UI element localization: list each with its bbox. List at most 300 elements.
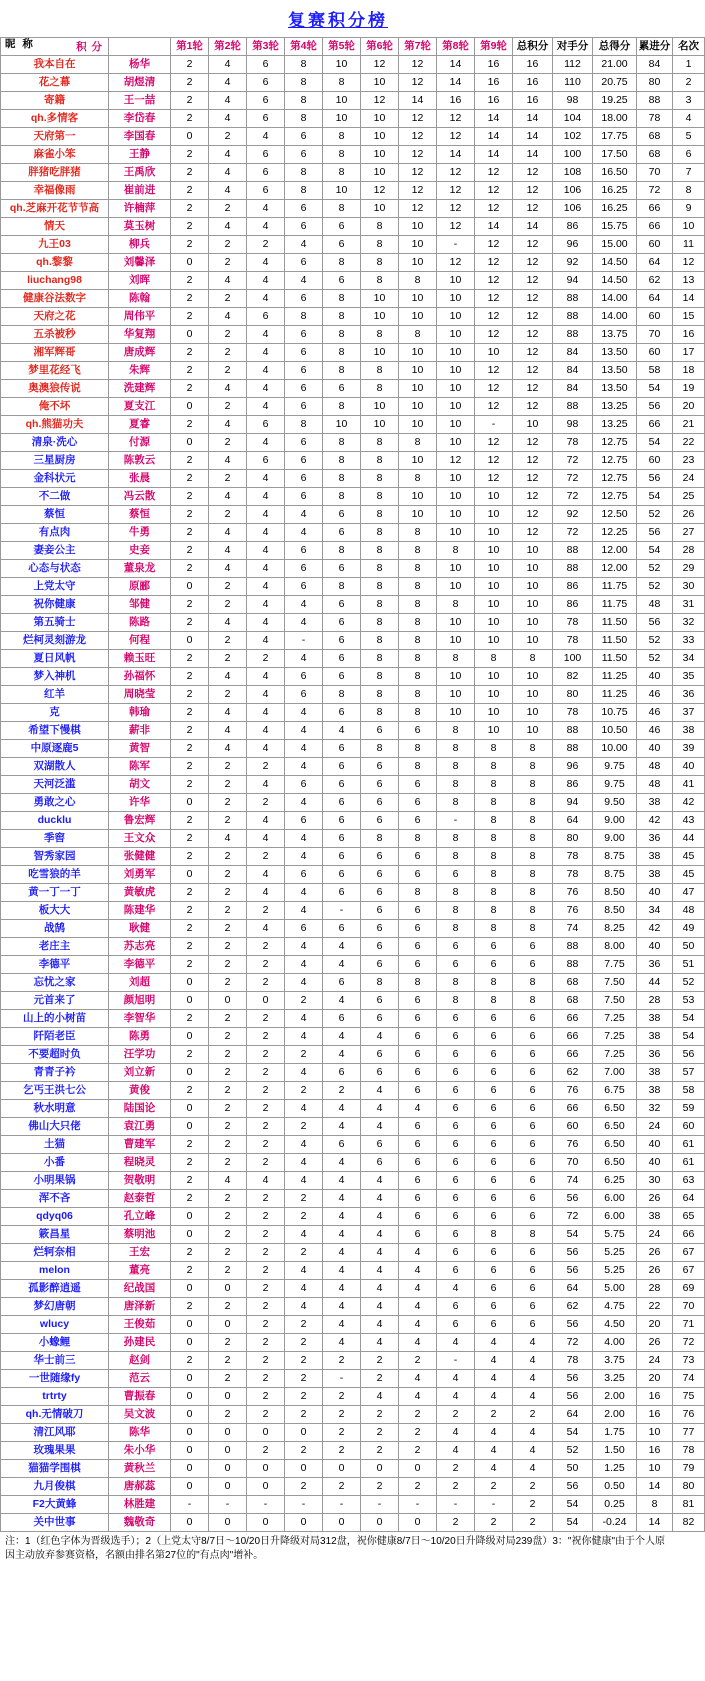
cell-round-6: 10 <box>361 110 399 128</box>
cell-nickname: 忘忧之家 <box>1 974 109 992</box>
cell-round-5: 8 <box>323 542 361 560</box>
cell-round-6: 8 <box>361 326 399 344</box>
cell-opponent-points: 72 <box>553 488 593 506</box>
cell-round-1: 2 <box>171 200 209 218</box>
cell-round-8: 8 <box>437 542 475 560</box>
cell-round-5: 2 <box>323 1406 361 1424</box>
cell-total-score: 7.75 <box>593 956 637 974</box>
cell-round-4: 6 <box>285 866 323 884</box>
cell-round-5: 6 <box>323 1010 361 1028</box>
cell-progressive: 64 <box>637 254 673 272</box>
cell-total-points: 16 <box>513 92 553 110</box>
cell-opponent-points: 100 <box>553 146 593 164</box>
table-row <box>1 236 705 254</box>
cell-name: 颜旭明 <box>109 992 171 1010</box>
cell-round-5: 0 <box>323 1514 361 1532</box>
cell-round-1: 2 <box>171 362 209 380</box>
cell-round-1: 0 <box>171 128 209 146</box>
cell-round-1: 2 <box>171 740 209 758</box>
cell-round-6: 6 <box>361 938 399 956</box>
cell-rank: 71 <box>673 1316 705 1334</box>
table-row <box>1 614 705 632</box>
cell-round-7: 0 <box>399 1460 437 1478</box>
cell-total-score: 20.75 <box>593 74 637 92</box>
cell-round-8: 4 <box>437 1370 475 1388</box>
cell-rank: 47 <box>673 884 705 902</box>
cell-nickname: 俺不坏 <box>1 398 109 416</box>
cell-round-6: 8 <box>361 254 399 272</box>
cell-round-3: 2 <box>247 1442 285 1460</box>
cell-total-points: 6 <box>513 1244 553 1262</box>
cell-round-8: 6 <box>437 1172 475 1190</box>
cell-round-7: 10 <box>399 452 437 470</box>
cell-round-1: 2 <box>171 92 209 110</box>
cell-round-8: - <box>437 1496 475 1514</box>
cell-round-6: 8 <box>361 272 399 290</box>
cell-round-6: 8 <box>361 830 399 848</box>
cell-round-7: 8 <box>399 560 437 578</box>
cell-round-8: 8 <box>437 884 475 902</box>
table-row <box>1 1172 705 1190</box>
table-row <box>1 1442 705 1460</box>
cell-rank: 63 <box>673 1172 705 1190</box>
header-round-3: 第3轮 <box>247 38 285 56</box>
cell-round-9: 8 <box>475 758 513 776</box>
cell-nickname: 天府之花 <box>1 308 109 326</box>
cell-round-5: 6 <box>323 218 361 236</box>
cell-round-3: 6 <box>247 164 285 182</box>
cell-nickname: 李德平 <box>1 956 109 974</box>
cell-round-1: 0 <box>171 1334 209 1352</box>
cell-round-8: 8 <box>437 992 475 1010</box>
cell-round-8: 12 <box>437 128 475 146</box>
cell-round-8: 10 <box>437 632 475 650</box>
cell-round-4: 8 <box>285 308 323 326</box>
cell-round-1: 2 <box>171 344 209 362</box>
cell-round-8: 6 <box>437 1244 475 1262</box>
cell-round-3: 2 <box>247 1208 285 1226</box>
cell-opponent-points: 100 <box>553 650 593 668</box>
corner-header <box>1 38 109 56</box>
cell-round-5: 4 <box>323 1334 361 1352</box>
cell-nickname: ducklu <box>1 812 109 830</box>
cell-round-3: 2 <box>247 974 285 992</box>
cell-round-5: 2 <box>323 1082 361 1100</box>
cell-round-5: 8 <box>323 200 361 218</box>
cell-opponent-points: 88 <box>553 398 593 416</box>
cell-round-2: 4 <box>209 614 247 632</box>
cell-round-2: 2 <box>209 776 247 794</box>
cell-round-9: 10 <box>475 596 513 614</box>
cell-round-8: 10 <box>437 470 475 488</box>
cell-round-1: 0 <box>171 1406 209 1424</box>
cell-opponent-points: 80 <box>553 686 593 704</box>
cell-rank: 21 <box>673 416 705 434</box>
cell-round-5: 6 <box>323 848 361 866</box>
cell-total-score: 8.25 <box>593 920 637 938</box>
cell-round-3: 4 <box>247 560 285 578</box>
cell-round-5: 8 <box>323 290 361 308</box>
cell-total-points: 4 <box>513 1334 553 1352</box>
cell-progressive: 26 <box>637 1244 673 1262</box>
cell-round-2: 0 <box>209 1460 247 1478</box>
cell-round-1: 2 <box>171 218 209 236</box>
cell-round-3: 4 <box>247 380 285 398</box>
cell-name: 许楠萍 <box>109 200 171 218</box>
cell-round-3: 2 <box>247 1280 285 1298</box>
cell-opponent-points: 96 <box>553 758 593 776</box>
cell-round-4: 4 <box>285 650 323 668</box>
cell-nickname: 一世随缘fy <box>1 1370 109 1388</box>
cell-name: 胡文 <box>109 776 171 794</box>
cell-round-5: 6 <box>323 776 361 794</box>
cell-round-6: 10 <box>361 398 399 416</box>
cell-round-4: 4 <box>285 506 323 524</box>
cell-round-2: 2 <box>209 344 247 362</box>
table-row <box>1 1316 705 1334</box>
table-row <box>1 524 705 542</box>
cell-round-5: 6 <box>323 650 361 668</box>
cell-round-6: 8 <box>361 488 399 506</box>
cell-round-4: 6 <box>285 920 323 938</box>
cell-round-5: 8 <box>323 398 361 416</box>
cell-rank: 14 <box>673 290 705 308</box>
cell-progressive: 26 <box>637 1262 673 1280</box>
cell-round-2: 2 <box>209 200 247 218</box>
cell-round-6: 8 <box>361 380 399 398</box>
cell-total-points: 12 <box>513 308 553 326</box>
cell-round-7: 6 <box>399 1064 437 1082</box>
cell-progressive: 38 <box>637 1064 673 1082</box>
cell-total-score: 6.50 <box>593 1136 637 1154</box>
cell-nickname: 小蟓鲤 <box>1 1334 109 1352</box>
cell-progressive: 66 <box>637 218 673 236</box>
cell-round-4: 6 <box>285 776 323 794</box>
cell-round-8: 10 <box>437 524 475 542</box>
cell-rank: 76 <box>673 1406 705 1424</box>
table-row <box>1 1082 705 1100</box>
cell-total-score: 9.00 <box>593 812 637 830</box>
cell-opponent-points: 88 <box>553 542 593 560</box>
cell-round-8: 6 <box>437 1028 475 1046</box>
cell-total-score: 14.50 <box>593 254 637 272</box>
cell-round-2: 4 <box>209 56 247 74</box>
cell-total-score: 9.50 <box>593 794 637 812</box>
cell-opponent-points: 92 <box>553 254 593 272</box>
cell-total-score: 4.50 <box>593 1316 637 1334</box>
cell-progressive: 38 <box>637 866 673 884</box>
cell-progressive: 28 <box>637 1280 673 1298</box>
cell-round-4: 4 <box>285 1064 323 1082</box>
cell-round-1: 2 <box>171 812 209 830</box>
cell-round-9: 4 <box>475 1442 513 1460</box>
table-row <box>1 92 705 110</box>
cell-total-points: 4 <box>513 1460 553 1478</box>
cell-total-score: 3.25 <box>593 1370 637 1388</box>
cell-total-points: 8 <box>513 740 553 758</box>
cell-opponent-points: 56 <box>553 1244 593 1262</box>
cell-round-9: 12 <box>475 398 513 416</box>
cell-total-points: 14 <box>513 110 553 128</box>
cell-total-points: 14 <box>513 128 553 146</box>
cell-round-3: 4 <box>247 344 285 362</box>
cell-round-7: 8 <box>399 650 437 668</box>
cell-round-9: - <box>475 416 513 434</box>
cell-nickname: 胖猪吃胖猪 <box>1 164 109 182</box>
cell-round-8: 4 <box>437 1442 475 1460</box>
cell-round-9: 12 <box>475 308 513 326</box>
cell-round-3: 4 <box>247 326 285 344</box>
cell-total-score: 8.75 <box>593 866 637 884</box>
cell-round-7: 4 <box>399 1298 437 1316</box>
cell-round-5: 8 <box>323 362 361 380</box>
cell-round-5: 4 <box>323 722 361 740</box>
header-name <box>109 38 171 56</box>
cell-round-7: 6 <box>399 1136 437 1154</box>
cell-round-1: 2 <box>171 1190 209 1208</box>
cell-opponent-points: 92 <box>553 506 593 524</box>
cell-total-score: 9.00 <box>593 830 637 848</box>
cell-total-points: 2 <box>513 1478 553 1496</box>
cell-round-2: 2 <box>209 1406 247 1424</box>
cell-round-4: 4 <box>285 848 323 866</box>
cell-progressive: 46 <box>637 686 673 704</box>
cell-round-3: 6 <box>247 308 285 326</box>
cell-rank: 52 <box>673 974 705 992</box>
cell-total-score: 12.50 <box>593 506 637 524</box>
cell-round-6: 4 <box>361 1118 399 1136</box>
cell-total-points: 6 <box>513 1136 553 1154</box>
cell-name: 崔前进 <box>109 182 171 200</box>
cell-round-8: 10 <box>437 434 475 452</box>
header-round-4: 第4轮 <box>285 38 323 56</box>
table-row <box>1 848 705 866</box>
cell-nickname: 金科状元 <box>1 470 109 488</box>
header-round-9: 第9轮 <box>475 38 513 56</box>
cell-progressive: 20 <box>637 1370 673 1388</box>
cell-name: 陈勇 <box>109 1028 171 1046</box>
cell-round-2: 2 <box>209 506 247 524</box>
cell-progressive: 42 <box>637 920 673 938</box>
header-opponent-points: 对手分 <box>553 38 593 56</box>
cell-progressive: 62 <box>637 272 673 290</box>
cell-round-5: 4 <box>323 1298 361 1316</box>
cell-round-6: 4 <box>361 1316 399 1334</box>
cell-round-9: 12 <box>475 200 513 218</box>
cell-rank: 45 <box>673 866 705 884</box>
cell-round-4: 2 <box>285 1478 323 1496</box>
cell-round-5: 8 <box>323 128 361 146</box>
cell-nickname: 土猫 <box>1 1136 109 1154</box>
cell-opponent-points: 76 <box>553 1136 593 1154</box>
cell-name: 夏睿 <box>109 416 171 434</box>
cell-round-3: 4 <box>247 128 285 146</box>
cell-round-6: 2 <box>361 1406 399 1424</box>
cell-round-9: - <box>475 1496 513 1514</box>
cell-round-3: 2 <box>247 1316 285 1334</box>
cell-round-1: 2 <box>171 920 209 938</box>
cell-progressive: 66 <box>637 416 673 434</box>
cell-total-score: 4.00 <box>593 1334 637 1352</box>
cell-progressive: 36 <box>637 830 673 848</box>
cell-round-3: 2 <box>247 902 285 920</box>
cell-total-points: 10 <box>513 722 553 740</box>
cell-round-2: 2 <box>209 470 247 488</box>
cell-round-5: 6 <box>323 272 361 290</box>
cell-round-3: 4 <box>247 884 285 902</box>
cell-round-4: 4 <box>285 956 323 974</box>
cell-opponent-points: 88 <box>553 956 593 974</box>
cell-round-4: 6 <box>285 668 323 686</box>
cell-name: 莫玉树 <box>109 218 171 236</box>
cell-round-2: 4 <box>209 182 247 200</box>
cell-total-score: 15.75 <box>593 218 637 236</box>
cell-round-6: 12 <box>361 56 399 74</box>
cell-name: 刘馨泽 <box>109 254 171 272</box>
cell-progressive: 52 <box>637 506 673 524</box>
cell-total-score: -0.24 <box>593 1514 637 1532</box>
cell-total-points: 10 <box>513 668 553 686</box>
cell-round-8: 8 <box>437 794 475 812</box>
cell-total-points: 6 <box>513 1082 553 1100</box>
cell-opponent-points: 88 <box>553 740 593 758</box>
cell-total-points: 8 <box>513 758 553 776</box>
cell-progressive: 38 <box>637 1028 673 1046</box>
cell-round-7: 2 <box>399 1406 437 1424</box>
cell-round-8: 8 <box>437 776 475 794</box>
cell-rank: 6 <box>673 146 705 164</box>
cell-opponent-points: 66 <box>553 1010 593 1028</box>
cell-round-3: 6 <box>247 182 285 200</box>
cell-round-5: 8 <box>323 686 361 704</box>
cell-rank: 8 <box>673 182 705 200</box>
cell-total-score: 10.50 <box>593 722 637 740</box>
cell-progressive: 80 <box>637 74 673 92</box>
cell-round-5: 4 <box>323 1208 361 1226</box>
cell-opponent-points: 74 <box>553 1172 593 1190</box>
cell-round-2: 0 <box>209 1478 247 1496</box>
cell-round-8: - <box>437 236 475 254</box>
cell-round-1: 2 <box>171 164 209 182</box>
table-row <box>1 920 705 938</box>
cell-opponent-points: 64 <box>553 812 593 830</box>
cell-round-9: 12 <box>475 272 513 290</box>
cell-opponent-points: 64 <box>553 1406 593 1424</box>
cell-round-9: 12 <box>475 236 513 254</box>
cell-round-9: 8 <box>475 1226 513 1244</box>
cell-round-2: 2 <box>209 362 247 380</box>
cell-total-score: 1.25 <box>593 1460 637 1478</box>
cell-total-score: 12.00 <box>593 542 637 560</box>
cell-round-5: 8 <box>323 452 361 470</box>
table-row <box>1 974 705 992</box>
cell-name: 黄秋兰 <box>109 1460 171 1478</box>
cell-progressive: 68 <box>637 128 673 146</box>
cell-round-4: 4 <box>285 1154 323 1172</box>
cell-progressive: 26 <box>637 1334 673 1352</box>
cell-round-1: 2 <box>171 524 209 542</box>
cell-nickname: 华士前三 <box>1 1352 109 1370</box>
cell-round-2: 2 <box>209 812 247 830</box>
cell-round-6: 8 <box>361 218 399 236</box>
table-row <box>1 380 705 398</box>
cell-round-2: 2 <box>209 1010 247 1028</box>
cell-round-7: 6 <box>399 776 437 794</box>
cell-round-6: 4 <box>361 1262 399 1280</box>
cell-total-points: 8 <box>513 830 553 848</box>
cell-total-points: 4 <box>513 1424 553 1442</box>
cell-nickname: 中原逐鹿5 <box>1 740 109 758</box>
cell-round-6: 4 <box>361 1082 399 1100</box>
cell-round-5: 2 <box>323 1442 361 1460</box>
cell-round-3: 4 <box>247 272 285 290</box>
cell-round-4: 6 <box>285 488 323 506</box>
cell-total-points: 8 <box>513 866 553 884</box>
table-row <box>1 812 705 830</box>
cell-round-5: 4 <box>323 1190 361 1208</box>
table-row <box>1 416 705 434</box>
cell-round-9: 6 <box>475 1316 513 1334</box>
cell-total-score: 17.50 <box>593 146 637 164</box>
cell-round-2: 2 <box>209 956 247 974</box>
cell-round-8: 8 <box>437 848 475 866</box>
cell-round-8: 10 <box>437 398 475 416</box>
table-row <box>1 74 705 92</box>
cell-round-1: 2 <box>171 596 209 614</box>
cell-round-7: 8 <box>399 740 437 758</box>
cell-nickname: 不二做 <box>1 488 109 506</box>
cell-rank: 82 <box>673 1514 705 1532</box>
cell-total-score: 8.50 <box>593 902 637 920</box>
cell-round-7: 10 <box>399 290 437 308</box>
cell-opponent-points: 88 <box>553 326 593 344</box>
cell-round-5: 6 <box>323 380 361 398</box>
cell-nickname: 梦里花经飞 <box>1 362 109 380</box>
cell-round-1: 2 <box>171 110 209 128</box>
cell-round-5: 4 <box>323 1280 361 1298</box>
cell-round-8: 8 <box>437 902 475 920</box>
cell-round-5: 0 <box>323 1460 361 1478</box>
cell-round-7: 6 <box>399 848 437 866</box>
cell-name: 夏支江 <box>109 398 171 416</box>
cell-rank: 2 <box>673 74 705 92</box>
cell-total-points: 4 <box>513 1388 553 1406</box>
cell-nickname: 三星厨房 <box>1 452 109 470</box>
cell-progressive: 38 <box>637 1208 673 1226</box>
cell-round-2: 2 <box>209 1136 247 1154</box>
cell-round-7: 6 <box>399 1010 437 1028</box>
cell-round-8: 8 <box>437 650 475 668</box>
cell-rank: 70 <box>673 1298 705 1316</box>
cell-total-points: 10 <box>513 560 553 578</box>
cell-round-3: 4 <box>247 722 285 740</box>
cell-round-9: 6 <box>475 1028 513 1046</box>
table-row <box>1 56 705 74</box>
cell-round-7: 6 <box>399 1046 437 1064</box>
cell-total-points: 6 <box>513 1028 553 1046</box>
header-total-score: 总得分 <box>593 38 637 56</box>
cell-progressive: 54 <box>637 434 673 452</box>
cell-total-points: 6 <box>513 1064 553 1082</box>
cell-round-9: 14 <box>475 110 513 128</box>
cell-round-8: 10 <box>437 362 475 380</box>
cell-round-8: 6 <box>437 1100 475 1118</box>
cell-round-7: 10 <box>399 218 437 236</box>
cell-total-score: 8.00 <box>593 938 637 956</box>
cell-round-9: 10 <box>475 344 513 362</box>
cell-round-2: 4 <box>209 146 247 164</box>
cell-opponent-points: 94 <box>553 272 593 290</box>
